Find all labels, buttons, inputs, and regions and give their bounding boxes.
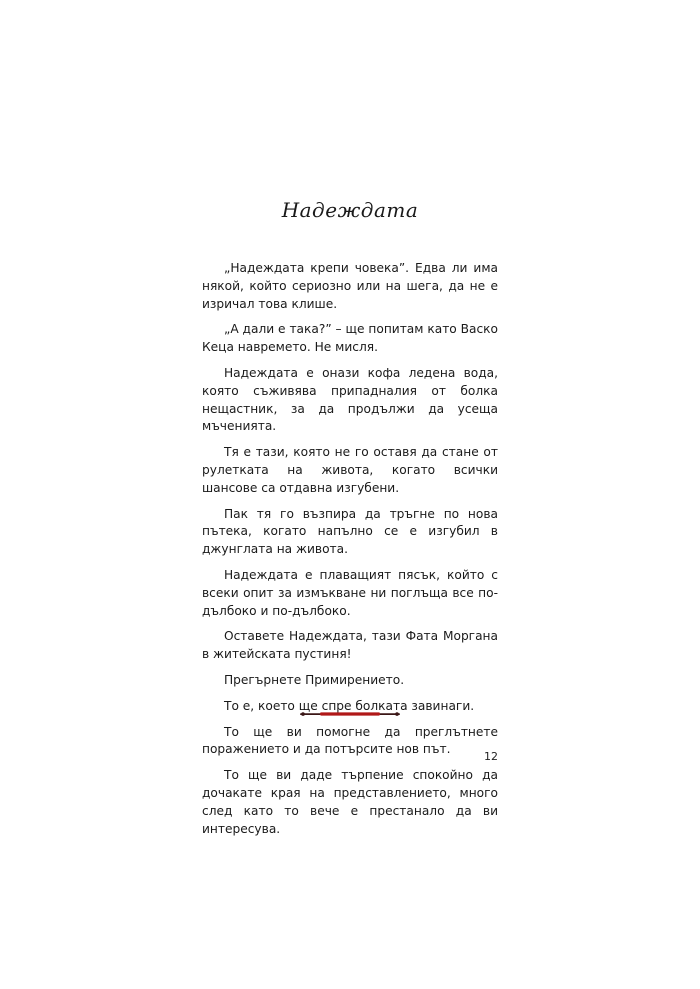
paragraph: То ще ви даде търпение спокойно да дочакате края на представлението, много след като то вече е престанало да ви интересува. xyxy=(202,768,498,836)
paragraph: „Надеждата крепи човека”. Едва ли има някой, който сериозно или на шега, да не е изричал това клише. xyxy=(202,261,498,311)
paragraph: Прегърнете Примирението. xyxy=(224,672,405,687)
paragraph: Надеждата е онази кофа ледена вода, която съживява припадналия от болка нещастник, за да продължи да усеща мъченията. xyxy=(202,365,498,434)
chapter-body xyxy=(202,260,498,846)
paragraph: Надеждата е плаващият пясък, който с всеки опит за измъкване ни поглъща все по-дълбоко и по-дълбоко. xyxy=(202,567,498,618)
ornament-left-dot xyxy=(301,712,305,716)
page-number: 12 xyxy=(484,750,498,763)
paragraph: Тя е тази, която не го оставя да стане от рулетката на живота, когато всички шансове са отдавна изгубени. xyxy=(202,445,498,495)
paragraph: Пак тя го възпира да тръгне по нова пътека, когато напълно се е изгубил в джунглата на живота. xyxy=(202,506,498,557)
paragraph: „А дали е така?” – ще попитам като Васко Кеца навремето. Не мисля. xyxy=(202,322,498,355)
paragraph: То ще ви помогне да преглътнете поражението и да потърсите нов път. xyxy=(202,724,498,757)
ornament-divider xyxy=(300,711,400,717)
paragraph: Оставете Надеждата, тази Фата Моргана в житейската пустиня! xyxy=(202,629,498,662)
paragraph: То е, което ще спре болката завинаги. xyxy=(224,698,475,713)
chapter-title: Надеждата xyxy=(281,198,419,222)
ornament-right-dot xyxy=(395,712,399,716)
ornament-accent xyxy=(320,712,380,715)
